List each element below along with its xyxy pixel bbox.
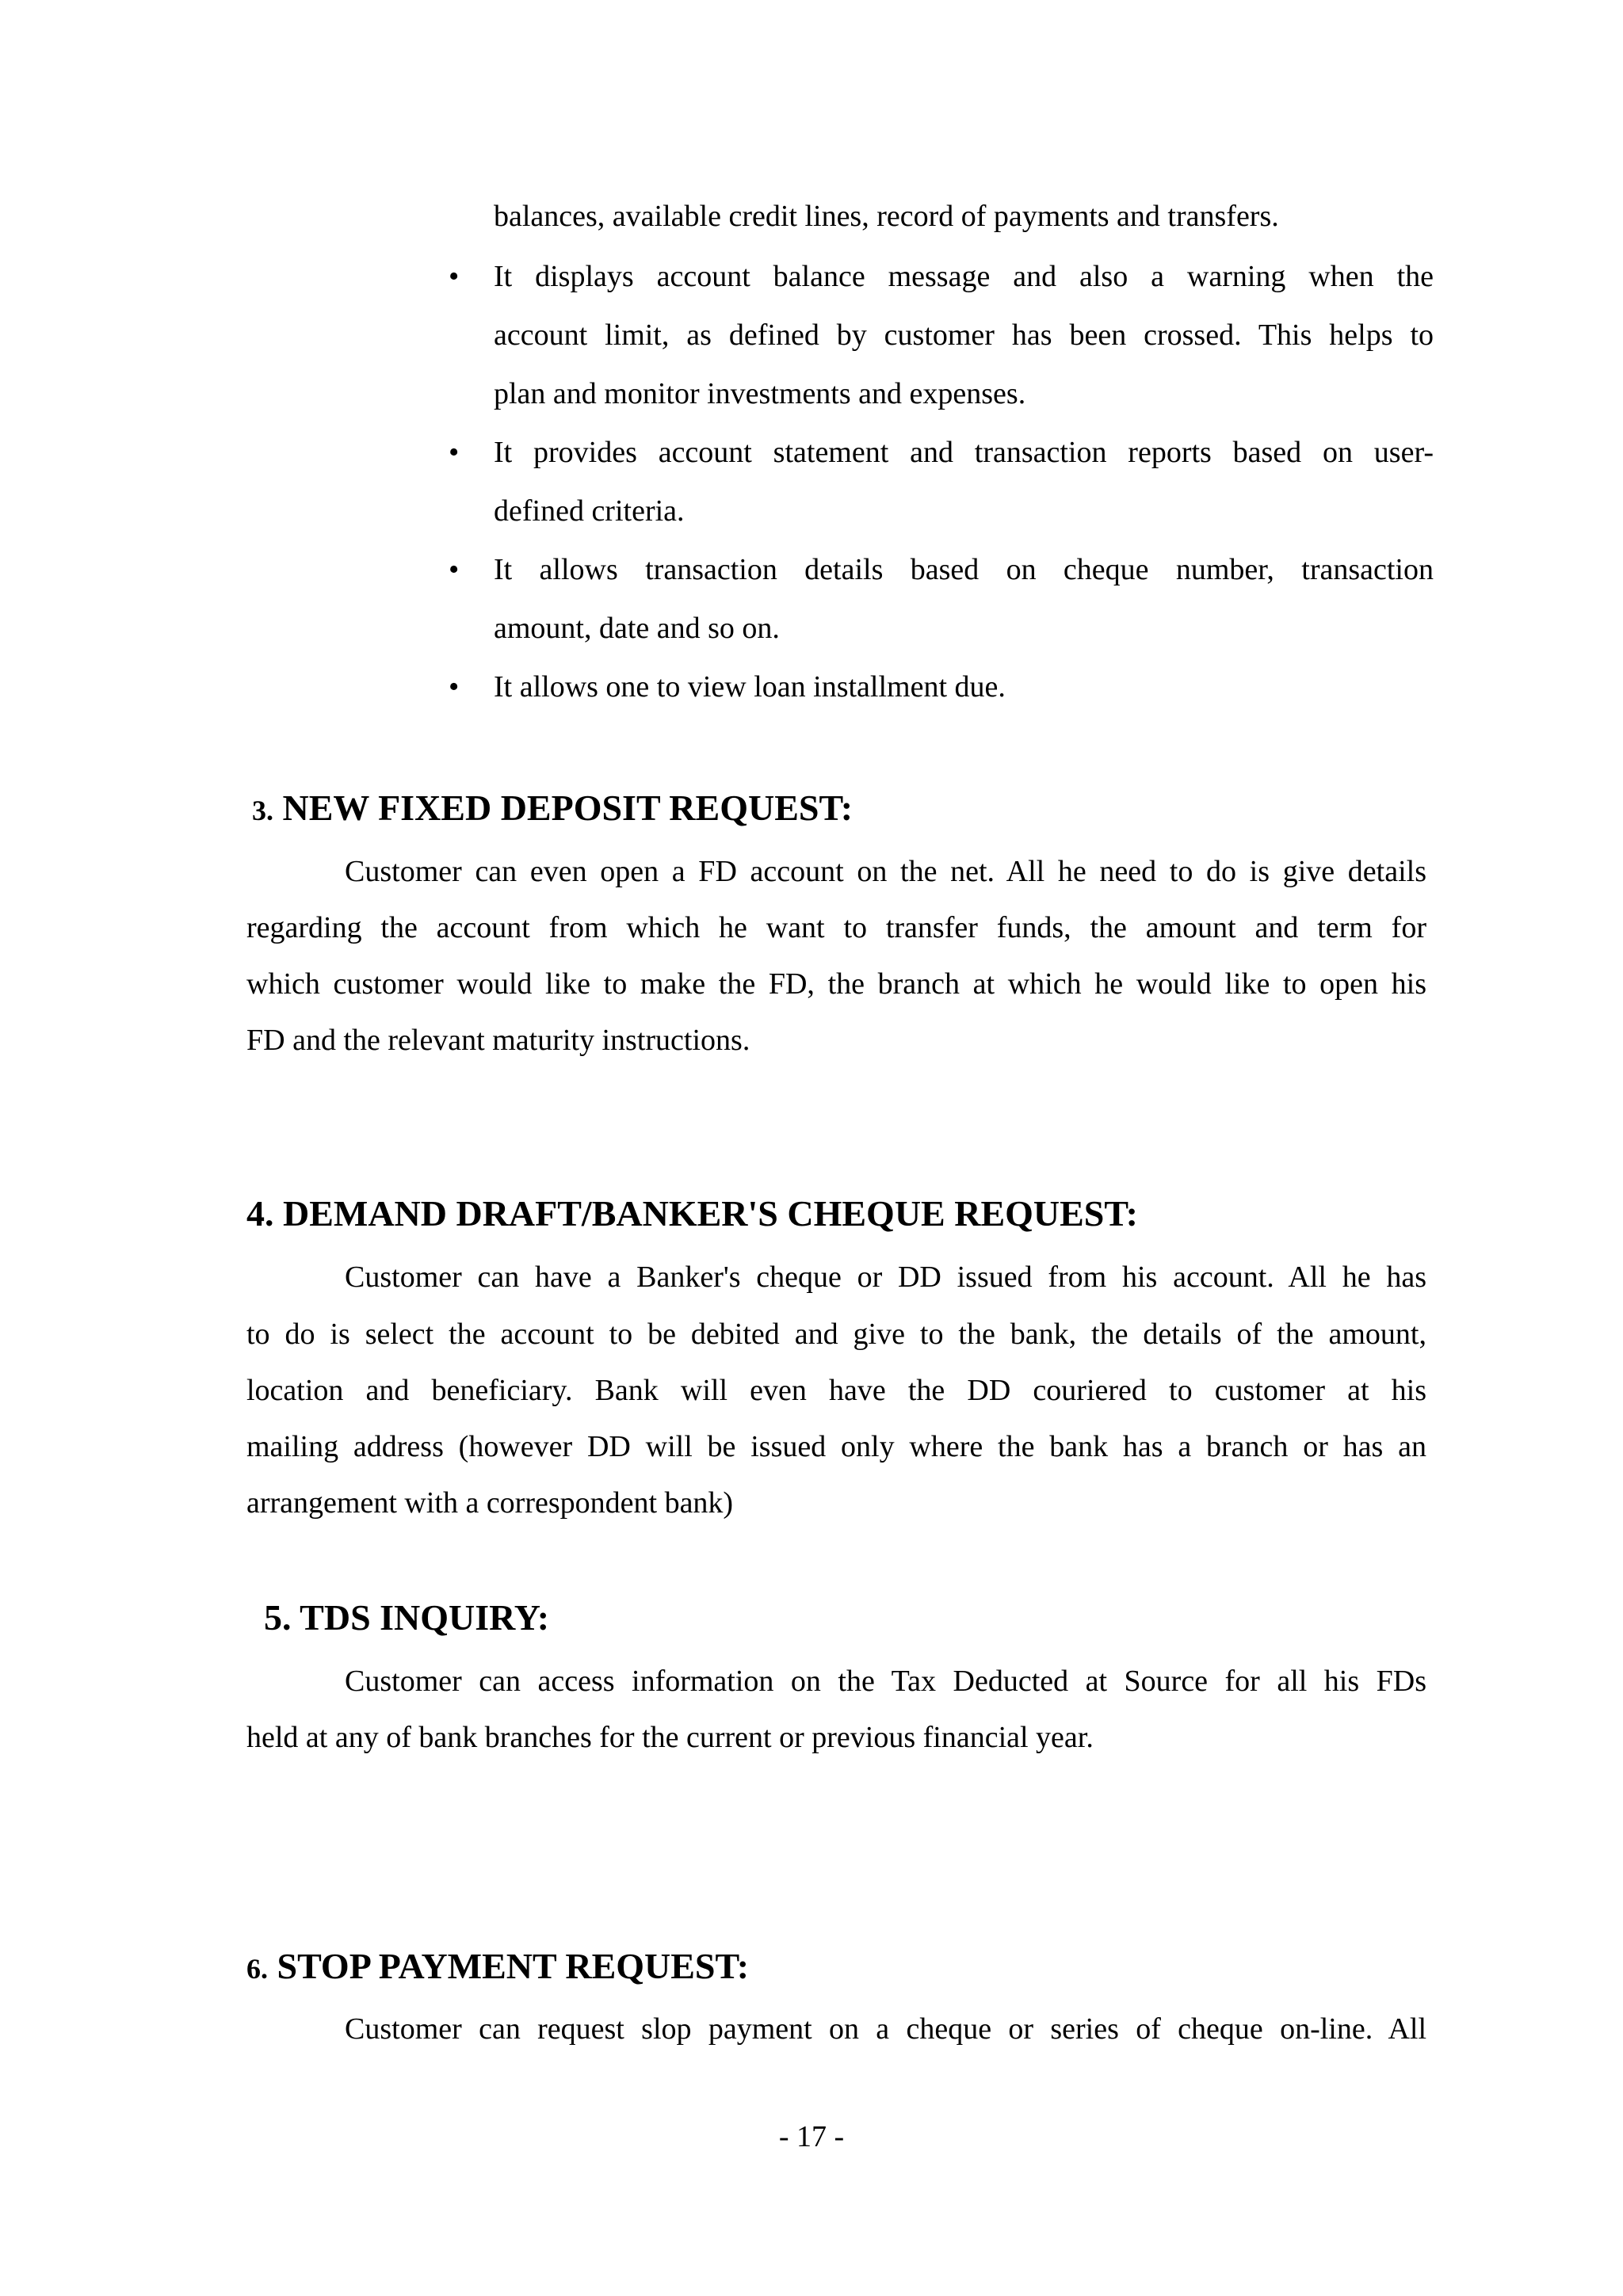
bullet-item-4-line-1: It allows one to view loan installment due. [494, 670, 1006, 704]
paragraph-line: which customer would like to make the FD, the branch at which he would like to open his [246, 967, 1426, 1001]
section-title: TDS INQUIRY: [300, 1597, 550, 1638]
bullet-item-1-line-1: It displays account balance message and also a warning when the [494, 260, 1434, 293]
bullet-item-3-line-2: amount, date and so on. [494, 612, 780, 645]
paragraph-line: Customer can request slop payment on a cheque or series of cheque on-line. All [345, 2012, 1426, 2046]
section-title: NEW FIXED DEPOSIT REQUEST: [282, 788, 854, 828]
paragraph-line: held at any of bank branches for the current or previous financial year. [246, 1721, 1094, 1754]
bullet-item-2-line-2: defined criteria. [494, 494, 685, 528]
paragraph-line: to do is select the account to be debited and give to the bank, the details of the amount, [246, 1318, 1426, 1351]
paragraph-line: Customer can even open a FD account on the net. All he need to do is give details [345, 855, 1426, 888]
section-title: STOP PAYMENT REQUEST: [277, 1946, 750, 1986]
bullet-item-1-line-3: plan and monitor investments and expenses. [494, 377, 1026, 410]
section-number: 3. [252, 795, 273, 826]
bullet-item-2-line-1: It provides account statement and transaction reports based on user- [494, 436, 1434, 469]
bullet-icon: • [449, 670, 460, 704]
section-number: 5. [264, 1597, 292, 1638]
bullet-item-3-line-1: It allows transaction details based on cheque number, transaction [494, 553, 1434, 586]
paragraph-line: regarding the account from which he want to transfer funds, the amount and term for [246, 911, 1426, 944]
section-heading [246, 1192, 1138, 1235]
paragraph-line: Customer can have a Banker's cheque or DD issued from his account. All he has [345, 1261, 1426, 1294]
section-heading [264, 1596, 549, 1639]
page-number: - 17 - [778, 2120, 845, 2153]
paragraph-line: Customer can access information on the Tax Deducted at Source for all his FDs [345, 1665, 1426, 1698]
bullet-item-1-line-2: account limit, as defined by customer has been crossed. This helps to [494, 318, 1434, 352]
continuation-line: balances, available credit lines, record of payments and transfers. [494, 200, 1279, 233]
paragraph-line: arrangement with a correspondent bank) [246, 1486, 734, 1520]
bullet-icon: • [449, 260, 460, 293]
bullet-icon: • [449, 436, 460, 469]
paragraph-line: mailing address (however DD will be issued only where the bank has a branch or has an [246, 1430, 1426, 1463]
section-title: DEMAND DRAFT/BANKER'S CHEQUE REQUEST: [283, 1193, 1138, 1234]
section-number: 4. [246, 1193, 274, 1234]
paragraph-line: FD and the relevant maturity instructions. [246, 1024, 750, 1057]
section-heading [246, 1945, 749, 1990]
section-heading [252, 787, 853, 832]
bullet-icon: • [449, 553, 460, 586]
section-number: 6. [246, 1953, 268, 1985]
paragraph-line: location and beneficiary. Bank will even have the DD couriered to customer at his [246, 1374, 1426, 1407]
